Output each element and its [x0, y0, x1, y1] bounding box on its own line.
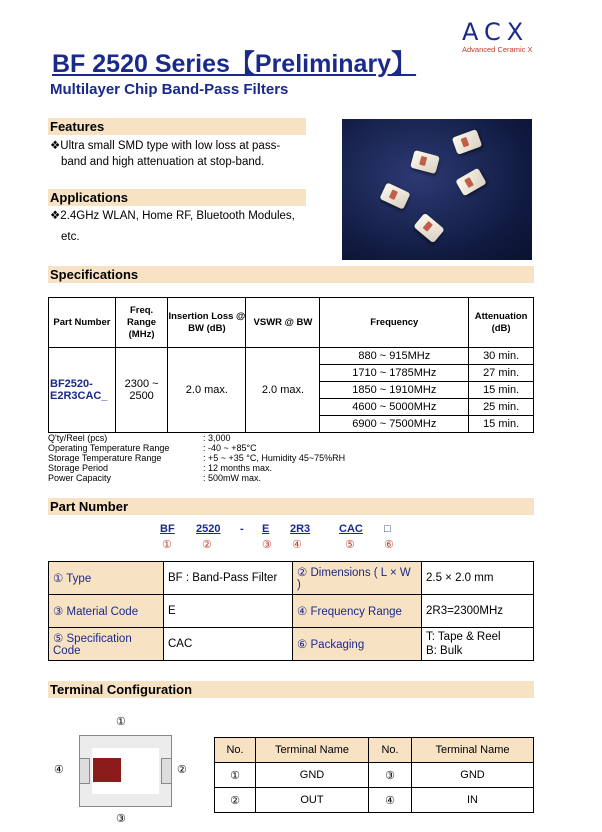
type-label: ① Type: [49, 562, 164, 595]
freq-range-cell: 2300 ~ 2500: [115, 348, 167, 433]
header-no-2: No.: [369, 738, 412, 763]
marker-6: ⑥: [384, 539, 394, 551]
attenuation-cell: 27 min.: [469, 365, 534, 382]
code-spec: CAC: [339, 523, 363, 535]
spec-notes: [48, 433, 345, 483]
logo-tagline: Advanced Ceramic X: [462, 45, 533, 54]
marker-1: ①: [162, 539, 172, 551]
specifications-heading: Specifications: [48, 266, 534, 283]
type-value: BF : Band-Pass Filter: [164, 562, 293, 595]
frequency-cell: 4600 ~ 5000MHz: [320, 399, 469, 416]
pin-name: GND: [412, 763, 534, 788]
note-label: Storage Period: [48, 463, 109, 473]
attenuation-cell: 15 min.: [469, 416, 534, 433]
header-terminal-name-2: Terminal Name: [412, 738, 534, 763]
insertion-loss-cell: 2.0 max.: [168, 348, 246, 433]
note-label: Operating Temperature Range: [48, 443, 170, 453]
header-insertion-loss: Insertion Loss @ BW (dB): [168, 298, 246, 348]
attenuation-cell: 15 min.: [469, 382, 534, 399]
pin-name: IN: [412, 788, 534, 813]
frequency-range-value: 2R3=2300MHz: [422, 595, 534, 628]
part-number-heading: Part Number: [48, 498, 534, 515]
frequency-range-label: ④ Frequency Range: [293, 595, 422, 628]
features-line-1: ❖Ultra small SMD type with low loss at pass-: [50, 140, 281, 152]
terminal-table: [214, 737, 534, 813]
header-frequency: Frequency: [320, 298, 469, 348]
page-subtitle: Multilayer Chip Band-Pass Filters: [50, 81, 289, 98]
packaging-bulk: B: Bulk: [426, 645, 463, 657]
logo-letters: ACX: [462, 18, 530, 46]
frequency-cell: 6900 ~ 7500MHz: [320, 416, 469, 433]
pin-no: ③: [369, 763, 412, 788]
note-value: : +5 ~ +35 °C, Humidity 45~75%RH: [203, 453, 346, 463]
frequency-cell: 1710 ~ 1785MHz: [320, 365, 469, 382]
part-number-cell: BF2520-E2R3CAC_: [49, 348, 116, 433]
attenuation-cell: 30 min.: [469, 348, 534, 365]
header-attenuation: Attenuation (dB): [469, 298, 534, 348]
company-logo: [462, 18, 582, 54]
vswr-cell: 2.0 max.: [246, 348, 320, 433]
left-terminal: [79, 758, 90, 784]
packaging-label: ⑥ Packaging: [293, 628, 422, 661]
header-no-1: No.: [215, 738, 256, 763]
note-value: : 12 months max.: [203, 463, 273, 473]
header-vswr: VSWR @ BW: [246, 298, 320, 348]
pin-name: GND: [256, 763, 369, 788]
code-material: E: [262, 523, 270, 535]
pin-left-label: ④: [54, 764, 64, 776]
applications-line-1: ❖2.4GHz WLAN, Home RF, Bluetooth Modules,: [50, 210, 295, 222]
note-label: Storage Temperature Range: [48, 453, 162, 463]
code-packaging: □: [384, 523, 391, 535]
spec-code-value: CAC: [164, 628, 293, 661]
header-part-number: Part Number: [49, 298, 116, 348]
code-bf: BF: [160, 523, 175, 535]
marker-4: ④: [292, 539, 302, 551]
pin-top-label: ①: [116, 716, 126, 728]
note-value: : 3,000: [203, 433, 231, 443]
pin-name: OUT: [256, 788, 369, 813]
marker-2: ②: [202, 539, 212, 551]
frequency-cell: 880 ~ 915MHz: [320, 348, 469, 365]
pin-no: ④: [369, 788, 412, 813]
header-terminal-name-1: Terminal Name: [256, 738, 369, 763]
code-dash: -: [240, 523, 244, 535]
attenuation-cell: 25 min.: [469, 399, 534, 416]
marking-block: [93, 758, 121, 782]
note-label: Q'ty/Reel (pcs): [48, 433, 108, 443]
dimensions-label: ② Dimensions ( L × W ): [293, 562, 422, 595]
applications-heading: Applications: [48, 189, 306, 206]
spec-code-label: ⑤ Specification Code: [49, 628, 164, 661]
material-code-label: ③ Material Code: [49, 595, 164, 628]
marker-3: ③: [262, 539, 272, 551]
note-value: : 500mW max.: [203, 473, 262, 483]
marker-5: ⑤: [345, 539, 355, 551]
specifications-table: [48, 297, 534, 433]
pin-no: ②: [215, 788, 256, 813]
packaging-tape: T: Tape & Reel: [426, 631, 501, 643]
part-number-table: [48, 561, 534, 661]
chip-diagram: [79, 735, 172, 807]
dimensions-value: 2.5 × 2.0 mm: [422, 562, 534, 595]
code-frequency: 2R3: [290, 523, 311, 535]
material-code-value: E: [164, 595, 293, 628]
applications-line-2: etc.: [61, 231, 80, 243]
header-freq-range: Freq. Range (MHz): [115, 298, 167, 348]
frequency-cell: 1850 ~ 1910MHz: [320, 382, 469, 399]
pin-no: ①: [215, 763, 256, 788]
terminal-heading: Terminal Configuration: [48, 681, 534, 698]
features-heading: Features: [48, 118, 306, 135]
packaging-value: [422, 628, 534, 661]
page-title: BF 2520 Series【Preliminary】: [52, 50, 417, 78]
pin-right-label: ②: [177, 764, 187, 776]
code-size: 2520: [196, 523, 221, 535]
pin-bottom-label: ③: [116, 813, 126, 825]
note-value: : -40 ~ +85°C: [203, 443, 257, 453]
product-photo: [342, 119, 532, 260]
note-label: Power Capacity: [48, 473, 112, 483]
features-line-2: band and high attenuation at stop-band.: [61, 156, 265, 168]
right-terminal: [161, 758, 172, 784]
